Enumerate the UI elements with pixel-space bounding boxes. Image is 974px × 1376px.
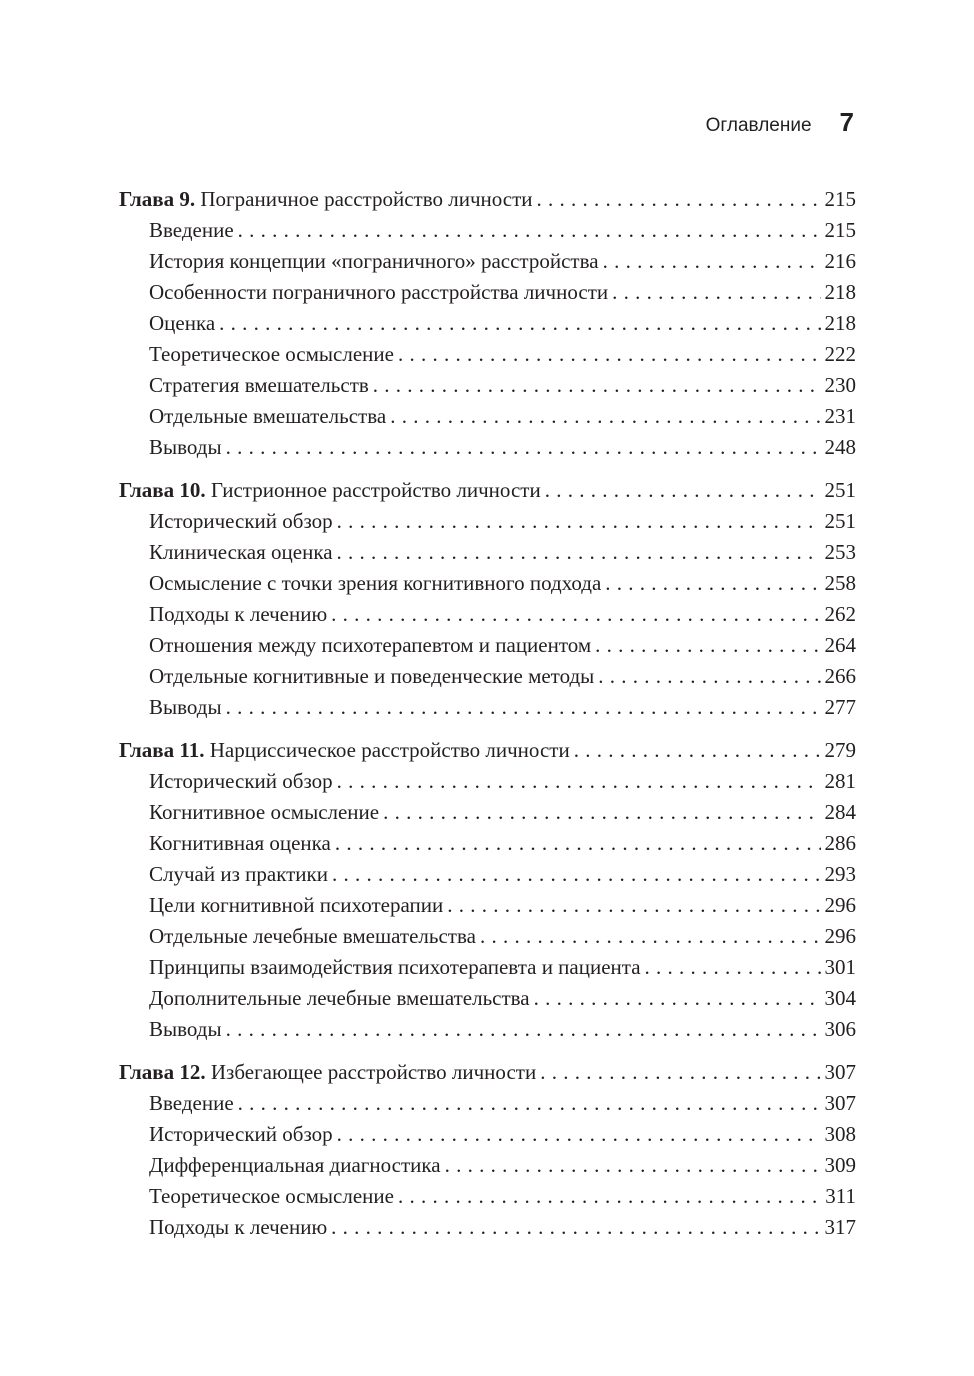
section-page: 277 — [824, 695, 856, 719]
section-page: 251 — [824, 509, 856, 533]
chapter-label — [119, 475, 541, 506]
section-page: 218 — [824, 311, 856, 335]
chapter-label — [119, 1057, 536, 1088]
section-title: Осмысление с точки зрения когнитивного подхода — [149, 571, 602, 595]
section-title: Цели когнитивной психотерапии — [149, 893, 444, 917]
chapter-block — [119, 184, 856, 463]
section-title: Введение — [149, 1091, 234, 1115]
chapter-label — [119, 184, 533, 215]
chapter-title: Гистрионное расстройство личности — [210, 478, 541, 502]
section-page: 264 — [824, 633, 856, 657]
section-page: 308 — [824, 1122, 856, 1146]
chapter-block — [119, 735, 856, 1045]
toc-section-entry[interactable] — [119, 339, 856, 370]
toc-section-entry[interactable] — [119, 401, 856, 432]
section-title: Когнитивная оценка — [149, 831, 331, 855]
section-title: Выводы — [149, 1017, 222, 1041]
section-title: Теоретическое осмысление — [149, 342, 394, 366]
toc-section-entry[interactable] — [119, 246, 856, 277]
toc-section-entry[interactable] — [119, 506, 856, 537]
section-title: Подходы к лечению — [149, 1215, 328, 1239]
dot-leader — [238, 1088, 821, 1119]
dot-leader — [612, 277, 820, 308]
section-page: 231 — [824, 404, 856, 428]
running-head — [706, 107, 854, 141]
chapter-page: 279 — [824, 738, 856, 762]
chapter-page: 251 — [824, 478, 856, 502]
chapter-number: Глава 9. — [119, 187, 196, 211]
toc-section-entry[interactable] — [119, 1088, 856, 1119]
section-title: Отдельные вмешательства — [149, 404, 387, 428]
section-title: Оценка — [149, 311, 216, 335]
toc-chapter-entry[interactable] — [119, 475, 856, 506]
toc-section-entry[interactable] — [119, 983, 856, 1014]
chapter-title: Избегающее расстройство личности — [210, 1060, 537, 1084]
toc-chapter-entry[interactable] — [119, 1057, 856, 1088]
section-title: Выводы — [149, 695, 222, 719]
dot-leader — [537, 184, 821, 215]
section-title: Теоретическое осмысление — [149, 1184, 394, 1208]
section-page: 317 — [824, 1215, 856, 1239]
dot-leader — [238, 215, 821, 246]
section-page: 304 — [824, 986, 856, 1010]
running-head-title: Оглавление — [705, 115, 812, 136]
toc-section-entry[interactable] — [119, 1181, 856, 1212]
dot-leader — [383, 797, 820, 828]
section-page: 266 — [824, 664, 856, 688]
page-number: 7 — [839, 107, 854, 137]
toc-chapter-entry[interactable] — [119, 735, 856, 766]
toc-section-entry[interactable] — [119, 308, 856, 339]
chapter-block — [119, 1057, 856, 1243]
chapter-title: Нарциссическое расстройство личности — [209, 738, 570, 762]
dot-leader — [337, 1119, 821, 1150]
dot-leader — [226, 692, 821, 723]
section-page: 222 — [824, 342, 856, 366]
section-title: Исторический обзор — [149, 509, 333, 533]
dot-leader — [480, 921, 821, 952]
chapter-block — [119, 475, 856, 723]
toc-section-entry[interactable] — [119, 1212, 856, 1243]
dot-leader — [605, 568, 820, 599]
dot-leader — [337, 506, 821, 537]
section-title: Клиническая оценка — [149, 540, 333, 564]
section-title: Подходы к лечению — [149, 602, 328, 626]
section-page: 307 — [824, 1091, 856, 1115]
section-page: 296 — [824, 924, 856, 948]
dot-leader — [645, 952, 821, 983]
toc-section-entry[interactable] — [119, 661, 856, 692]
toc-section-entry[interactable] — [119, 859, 856, 890]
dot-leader — [603, 246, 821, 277]
section-title: Принципы взаимодействия психотерапевта и пациента — [149, 955, 641, 979]
section-page: 301 — [824, 955, 856, 979]
dot-leader — [331, 1212, 820, 1243]
toc-section-entry[interactable] — [119, 921, 856, 952]
section-title: Дифференциальная диагностика — [149, 1153, 441, 1177]
toc-section-entry[interactable] — [119, 1119, 856, 1150]
dot-leader — [540, 1057, 820, 1088]
chapter-number: Глава 12. — [119, 1060, 206, 1084]
dot-leader — [545, 475, 821, 506]
section-page: 306 — [824, 1017, 856, 1041]
section-page: 216 — [824, 249, 856, 273]
section-title: Введение — [149, 218, 234, 242]
toc-section-entry[interactable] — [119, 277, 856, 308]
dot-leader — [373, 370, 821, 401]
section-page: 253 — [824, 540, 856, 564]
dot-leader — [332, 859, 821, 890]
section-title: Особенности пограничного расстройства личности — [149, 280, 609, 304]
toc-section-entry[interactable] — [119, 952, 856, 983]
dot-leader — [398, 1181, 821, 1212]
chapter-number: Глава 11. — [119, 738, 205, 762]
section-page: 286 — [824, 831, 856, 855]
toc-section-entry[interactable] — [119, 692, 856, 723]
dot-leader — [226, 432, 821, 463]
chapter-label — [119, 735, 570, 766]
section-title: Отдельные лечебные вмешательства — [149, 924, 476, 948]
chapter-number: Глава 10. — [119, 478, 206, 502]
dot-leader — [447, 890, 820, 921]
dot-leader — [226, 1014, 821, 1045]
dot-leader — [337, 537, 821, 568]
section-title: Отношения между психотерапевтом и пациентом — [149, 633, 592, 657]
section-title: История концепции «пограничного» расстройства — [149, 249, 599, 273]
toc-section-entry[interactable] — [119, 215, 856, 246]
dot-leader — [445, 1150, 821, 1181]
section-page: 293 — [824, 862, 856, 886]
dot-leader — [595, 630, 820, 661]
section-page: 230 — [824, 373, 856, 397]
dot-leader — [534, 983, 821, 1014]
section-page: 248 — [824, 435, 856, 459]
dot-leader — [598, 661, 820, 692]
section-title: Когнитивное осмысление — [149, 800, 380, 824]
section-title: Исторический обзор — [149, 769, 333, 793]
chapter-title: Пограничное расстройство личности — [200, 187, 533, 211]
section-page: 215 — [824, 218, 856, 242]
toc-section-entry[interactable] — [119, 599, 856, 630]
toc-section-entry[interactable] — [119, 766, 856, 797]
dot-leader — [335, 828, 821, 859]
dot-leader — [337, 766, 821, 797]
dot-leader — [398, 339, 821, 370]
toc-section-entry[interactable] — [119, 1014, 856, 1045]
toc-section-entry[interactable] — [119, 630, 856, 661]
section-title: Стратегия вмешательств — [149, 373, 369, 397]
toc-chapter-entry[interactable] — [119, 184, 856, 215]
toc-section-entry[interactable] — [119, 828, 856, 859]
section-page: 218 — [824, 280, 856, 304]
section-title: Случай из практики — [149, 862, 328, 886]
toc-section-entry[interactable] — [119, 797, 856, 828]
toc-section-entry[interactable] — [119, 432, 856, 463]
section-page: 281 — [824, 769, 856, 793]
dot-leader — [574, 735, 821, 766]
section-title: Отдельные когнитивные и поведенческие методы — [149, 664, 595, 688]
table-of-contents — [119, 184, 856, 1255]
section-page: 284 — [824, 800, 856, 824]
toc-section-entry[interactable] — [119, 890, 856, 921]
dot-leader — [390, 401, 820, 432]
toc-section-entry[interactable] — [119, 370, 856, 401]
toc-section-entry[interactable] — [119, 537, 856, 568]
dot-leader — [331, 599, 820, 630]
section-page: 309 — [824, 1153, 856, 1177]
dot-leader — [219, 308, 820, 339]
section-page: 258 — [824, 571, 856, 595]
toc-section-entry[interactable] — [119, 568, 856, 599]
chapter-page: 215 — [824, 187, 856, 211]
section-title: Исторический обзор — [149, 1122, 333, 1146]
section-page: 262 — [824, 602, 856, 626]
section-page: 311 — [825, 1184, 856, 1208]
section-title: Дополнительные лечебные вмешательства — [149, 986, 530, 1010]
chapter-page: 307 — [824, 1060, 856, 1084]
toc-section-entry[interactable] — [119, 1150, 856, 1181]
section-page: 296 — [824, 893, 856, 917]
section-title: Выводы — [149, 435, 222, 459]
